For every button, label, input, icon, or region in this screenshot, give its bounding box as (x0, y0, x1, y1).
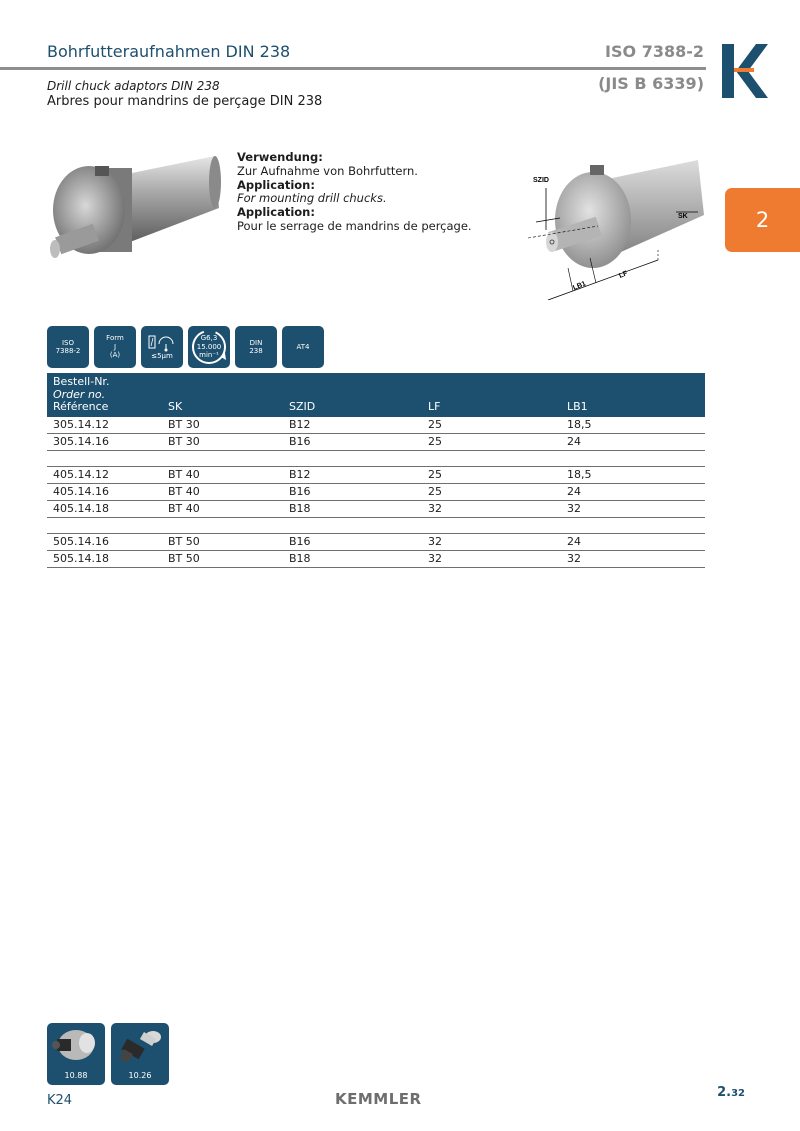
table-row[interactable] (47, 550, 705, 567)
cell-lb1: 24 (561, 433, 705, 450)
usage-heading-en: Application: (237, 177, 315, 192)
badge-text: G6,3 (200, 334, 218, 343)
catalog-code: K24 (47, 1093, 73, 1108)
accessory-drill-chuck[interactable] (47, 1023, 105, 1085)
header-lb1: LB1 (561, 373, 705, 417)
cell-ref: 305.14.16 (47, 433, 162, 450)
table-header-row (47, 373, 705, 417)
header-ref-fr: Référence (53, 400, 109, 413)
page-subtitle-en: Drill chuck adaptors DIN 238 (47, 79, 220, 93)
cell-ref: 305.14.12 (47, 417, 162, 434)
badge-balancing (188, 326, 230, 368)
drawing-label-sk: SK (678, 213, 688, 220)
badge-text: ≤5µm (151, 351, 173, 360)
header-lf: LF (422, 373, 561, 417)
cell-sk: BT 50 (162, 533, 283, 550)
usage-text-de: Zur Aufnahme von Bohrfuttern. (237, 163, 418, 178)
cell-lf: 32 (422, 550, 561, 567)
badge-text: J (113, 342, 117, 351)
usage-heading-de: Verwendung: (237, 150, 323, 164)
table-row[interactable] (47, 483, 705, 500)
page-sub: 32 (731, 1088, 745, 1099)
cell-szid: B12 (283, 417, 422, 434)
page-chapter: 2. (717, 1085, 732, 1100)
badge-din (235, 326, 277, 368)
cell-sk: BT 40 (162, 500, 283, 517)
runout-gauge-icon (147, 334, 177, 352)
header-ref-en: Order no. (53, 387, 106, 401)
cell-ref: 405.14.12 (47, 466, 162, 483)
cell-lf: 25 (422, 433, 561, 450)
badge-text: 7388-2 (55, 347, 81, 355)
table-row[interactable] (47, 417, 705, 434)
pull-stud-icon (111, 1023, 169, 1067)
badge-text: Form (106, 334, 124, 343)
standard-label: ISO 7388-2 (605, 42, 704, 61)
header-divider (0, 67, 706, 70)
header-ref (47, 373, 162, 417)
badge-text: 15.000 (196, 342, 222, 351)
drawing-label-lf: LF (618, 270, 629, 280)
cell-szid: B16 (283, 533, 422, 550)
usage-description (237, 151, 472, 234)
usage-heading-fr: Application: (237, 205, 315, 220)
usage-text-fr: Pour le serrage de mandrins de perçage. (237, 218, 472, 233)
cell-ref: 505.14.18 (47, 550, 162, 567)
cell-lb1: 24 (561, 483, 705, 500)
accessory-label: 10.26 (128, 1071, 152, 1080)
cell-lf: 32 (422, 500, 561, 517)
table-row[interactable] (47, 533, 705, 550)
table-row[interactable] (47, 433, 705, 450)
kemmler-logo-icon (722, 44, 768, 98)
cell-lb1: 32 (561, 500, 705, 517)
section-tab[interactable]: 2 (725, 188, 800, 252)
technical-drawing (528, 160, 708, 300)
accessory-label: 10.88 (64, 1071, 88, 1080)
drill-chuck-icon (47, 1023, 105, 1067)
drawing-label-szid: SZID (533, 177, 549, 184)
badge-text: ISO (61, 338, 75, 347)
cell-sk: BT 40 (162, 466, 283, 483)
cell-lb1: 18,5 (561, 417, 705, 434)
accessory-pull-stud[interactable] (111, 1023, 169, 1085)
badge-text: 238 (249, 347, 263, 355)
table-row[interactable] (47, 500, 705, 517)
table-spacer-row (47, 517, 705, 533)
cell-sk: BT 30 (162, 417, 283, 434)
cell-lb1: 32 (561, 550, 705, 567)
table-row[interactable] (47, 466, 705, 483)
cell-ref: 405.14.16 (47, 483, 162, 500)
product-image (47, 150, 222, 270)
cell-szid: B18 (283, 500, 422, 517)
page-number (717, 1085, 745, 1100)
cell-lb1: 24 (561, 533, 705, 550)
cell-lf: 25 (422, 466, 561, 483)
balancing-ring-icon (189, 327, 229, 367)
badge-form (94, 326, 136, 368)
product-table (47, 373, 705, 568)
brand-name: KEMMLER (335, 1090, 422, 1108)
cell-sk: BT 50 (162, 550, 283, 567)
usage-text-en: For mounting drill chucks. (237, 191, 387, 206)
badge-text: AT4 (296, 342, 310, 351)
cell-szid: B16 (283, 433, 422, 450)
badge-runout (141, 326, 183, 368)
drawing-label-lb1: LB1 (572, 280, 588, 292)
cell-sk: BT 40 (162, 483, 283, 500)
page-title: Bohrfutteraufnahmen DIN 238 (47, 42, 291, 61)
header-szid: SZID (283, 373, 422, 417)
cell-szid: B18 (283, 550, 422, 567)
cell-lf: 25 (422, 417, 561, 434)
cell-ref: 405.14.18 (47, 500, 162, 517)
standard-alt-label: (JIS B 6339) (598, 74, 704, 93)
badge-text: (A) (109, 351, 121, 360)
cell-szid: B12 (283, 466, 422, 483)
badge-iso (47, 326, 89, 368)
feature-badges (47, 326, 324, 368)
badge-at4 (282, 326, 324, 368)
cell-ref: 505.14.16 (47, 533, 162, 550)
cell-lf: 32 (422, 533, 561, 550)
cell-szid: B16 (283, 483, 422, 500)
cell-lf: 25 (422, 483, 561, 500)
table-spacer-row (47, 450, 705, 466)
header-ref-de: Bestell-Nr. (53, 375, 110, 388)
header-sk: SK (162, 373, 283, 417)
cell-lb1: 18,5 (561, 466, 705, 483)
cell-sk: BT 30 (162, 433, 283, 450)
badge-text: min⁻¹ (199, 351, 219, 360)
badge-text: DIN (249, 338, 263, 347)
page-subtitle-fr: Arbres pour mandrins de perçage DIN 238 (47, 94, 323, 109)
